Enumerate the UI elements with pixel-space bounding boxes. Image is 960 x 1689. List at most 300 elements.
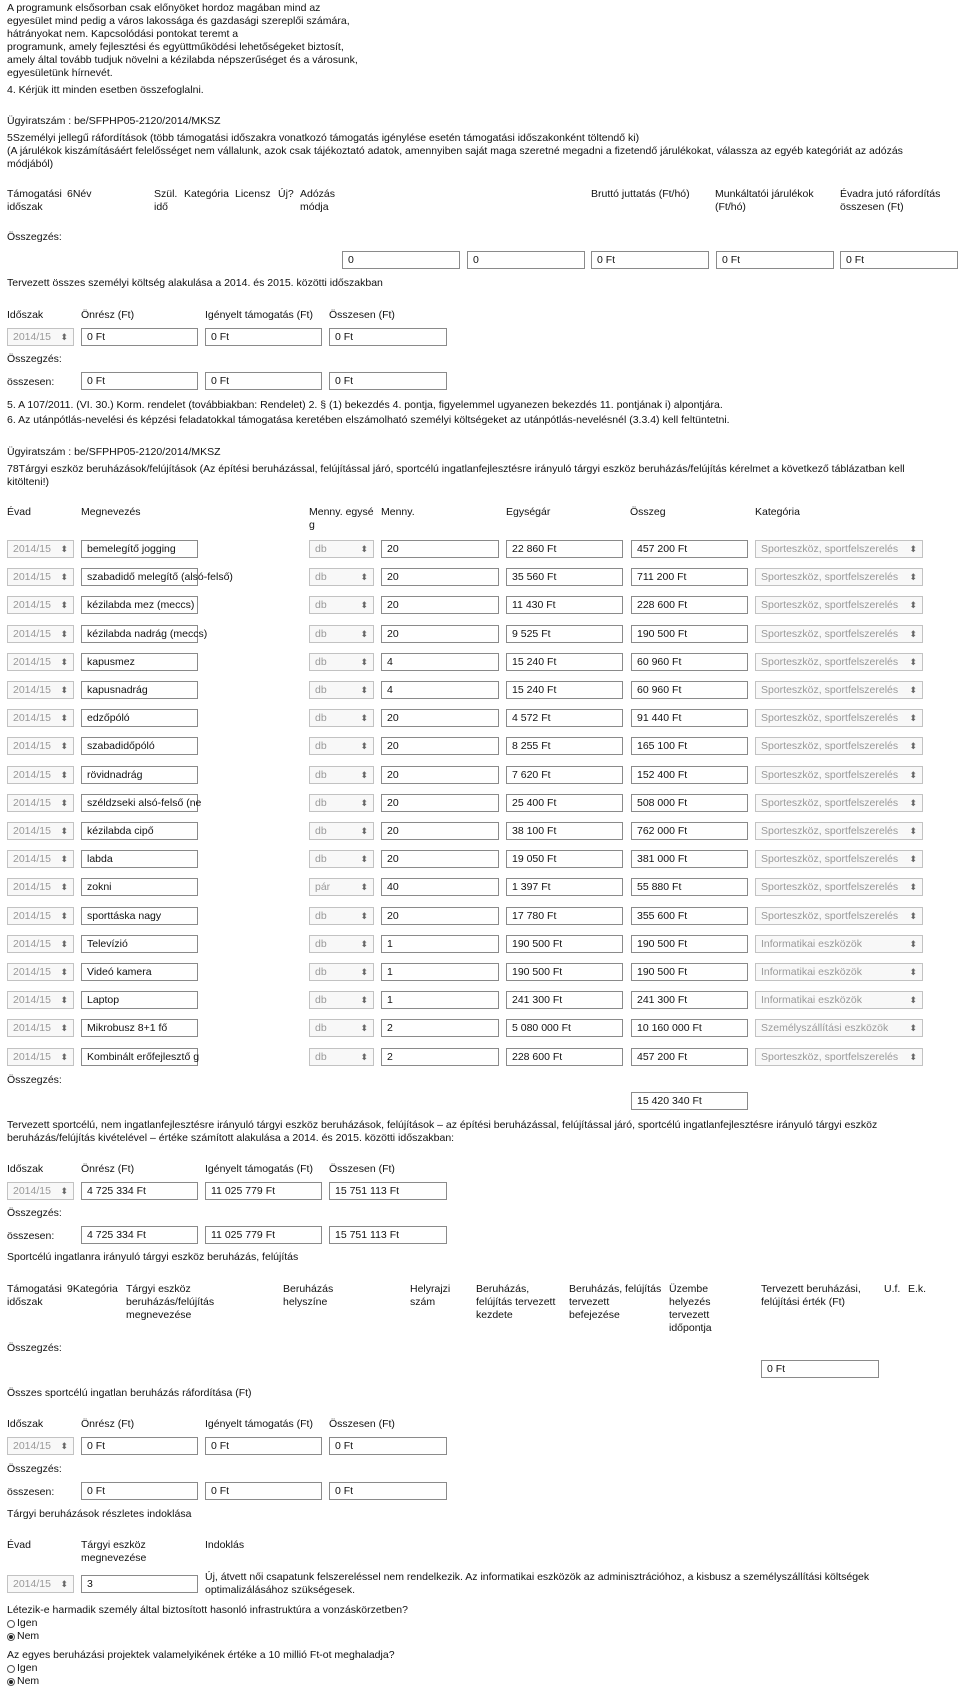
intro-line: hátrányokat nem. Kapcsolódási pontokat teremt a bbox=[7, 28, 239, 40]
radio-label-igen: Igen bbox=[17, 1662, 38, 1674]
evad-select-value: 2014/15 bbox=[13, 599, 51, 611]
evad-select[interactable] bbox=[7, 709, 74, 727]
question-4-label: 4. Kérjük itt minden esetben összefoglalni. bbox=[7, 84, 204, 96]
menny-field[interactable]: 20 bbox=[381, 625, 499, 643]
osszesen-field[interactable]: 0 Ft bbox=[329, 328, 447, 346]
menny-field[interactable]: 2 bbox=[381, 1048, 499, 1066]
osszeg-field[interactable]: 60 960 Ft bbox=[631, 681, 748, 699]
stepper-icon: ⬍ bbox=[360, 882, 368, 892]
stepper-icon: ⬍ bbox=[909, 911, 917, 921]
col-header-uzembe: helyezés bbox=[669, 1296, 711, 1308]
menny-egyseg-select-value: db bbox=[315, 684, 327, 696]
stepper-icon: ⬍ bbox=[360, 1052, 368, 1062]
col-header-munkaltatoi: Munkáltatói járulékok bbox=[715, 188, 814, 200]
megnevezes-field[interactable]: labda bbox=[81, 850, 198, 868]
evad-select[interactable] bbox=[7, 935, 74, 953]
osszeg-field[interactable]: 508 000 Ft bbox=[631, 794, 748, 812]
stepper-icon: ⬍ bbox=[60, 939, 68, 949]
evad-select-value: 2014/15 bbox=[13, 881, 51, 893]
kategoria-select[interactable] bbox=[755, 540, 923, 558]
kategoria-select[interactable] bbox=[755, 709, 923, 727]
col-header-kategoria: Kategória bbox=[184, 188, 229, 200]
stepper-icon: ⬍ bbox=[360, 967, 368, 977]
kategoria-select[interactable] bbox=[755, 1019, 923, 1037]
menny-egyseg-select[interactable] bbox=[309, 963, 374, 981]
stepper-icon: ⬍ bbox=[909, 939, 917, 949]
stepper-icon: ⬍ bbox=[60, 1441, 68, 1451]
col-header-onresz: Önrész (Ft) bbox=[81, 1163, 135, 1175]
egysegar-field[interactable]: 241 300 Ft bbox=[506, 991, 623, 1009]
menny-egyseg-select-value: db bbox=[315, 740, 327, 752]
stepper-icon: ⬍ bbox=[360, 826, 368, 836]
stepper-icon: ⬍ bbox=[360, 798, 368, 808]
col-header-osszesen: Összesen (Ft) bbox=[329, 1163, 395, 1175]
stepper-icon: ⬍ bbox=[360, 995, 368, 1005]
osszesen-field[interactable]: 15 751 113 Ft bbox=[329, 1182, 447, 1200]
col-header-onresz: Önrész (Ft) bbox=[81, 309, 135, 321]
egysegar-field[interactable]: 15 240 Ft bbox=[506, 681, 623, 699]
kategoria-select[interactable] bbox=[755, 963, 923, 981]
kategoria-select[interactable] bbox=[755, 737, 923, 755]
egysegar-field[interactable]: 190 500 Ft bbox=[506, 935, 623, 953]
megnevezes-field[interactable]: rövidnadrág bbox=[81, 766, 198, 784]
menny-egyseg-select[interactable] bbox=[309, 822, 374, 840]
megnevezes-field[interactable]: edzőpóló bbox=[81, 709, 198, 727]
kategoria-select[interactable] bbox=[755, 794, 923, 812]
megnevezes-field[interactable]: széldzseki alsó-felső (ne bbox=[81, 794, 198, 812]
stepper-icon: ⬍ bbox=[360, 600, 368, 610]
sum-field[interactable]: 0 bbox=[467, 251, 585, 269]
evad-select-value: 2014/15 bbox=[13, 1051, 51, 1063]
col-header-helyrajzi: szám bbox=[410, 1296, 436, 1308]
col-header-igenyelt: Igényelt támogatás (Ft) bbox=[205, 1418, 313, 1430]
evad-select[interactable] bbox=[7, 794, 74, 812]
menny-field[interactable]: 20 bbox=[381, 568, 499, 586]
stepper-icon: ⬍ bbox=[60, 713, 68, 723]
col-header-munkaltatoi: (Ft/hó) bbox=[715, 201, 746, 213]
real-estate-sum-field[interactable]: 0 Ft bbox=[761, 1360, 879, 1378]
egysegar-field[interactable]: 19 050 Ft bbox=[506, 850, 623, 868]
osszeg-field[interactable]: 228 600 Ft bbox=[631, 596, 748, 614]
planned-assets-label: beruházás/felújítás kivételével – értéke számított alakulása a 2014. és 2015. közötti időszakban: bbox=[7, 1132, 455, 1144]
osszeg-field[interactable]: 91 440 Ft bbox=[631, 709, 748, 727]
evad-select-value: 2014/15 bbox=[13, 994, 51, 1006]
egysegar-field[interactable]: 35 560 Ft bbox=[506, 568, 623, 586]
menny-egyseg-select[interactable] bbox=[309, 681, 374, 699]
stepper-icon: ⬍ bbox=[909, 1052, 917, 1062]
megnevezes-field[interactable]: Videó kamera bbox=[81, 963, 198, 981]
col-header-uj: Új? bbox=[278, 188, 294, 200]
egysegar-field[interactable]: 5 080 000 Ft bbox=[506, 1019, 623, 1037]
menny-egyseg-select[interactable] bbox=[309, 766, 374, 784]
osszeg-field[interactable]: 55 880 Ft bbox=[631, 878, 748, 896]
col-header-targyi: beruházás/felújítás bbox=[126, 1296, 215, 1308]
stepper-icon: ⬍ bbox=[360, 685, 368, 695]
menny-egyseg-select[interactable] bbox=[309, 737, 374, 755]
evad-select-value: 2014/15 bbox=[13, 769, 51, 781]
col-header-egysegar: Egységár bbox=[506, 506, 551, 518]
radio-label-nem: Nem bbox=[17, 1630, 40, 1642]
kategoria-select-value: Sporteszköz, sportfelszerelés bbox=[761, 853, 899, 865]
igenyelt-field[interactable]: 0 Ft bbox=[205, 328, 322, 346]
kategoria-select-value: Sporteszköz, sportfelszerelés bbox=[761, 684, 899, 696]
kategoria-select[interactable] bbox=[755, 653, 923, 671]
kategoria-select-value: Sporteszköz, sportfelszerelés bbox=[761, 910, 899, 922]
col-header-idoszak: Időszak bbox=[7, 1418, 44, 1430]
osszeg-field[interactable]: 190 500 Ft bbox=[631, 935, 748, 953]
intro-line: A programunk elsősorban csak előnyöket hordoz magában mind az bbox=[7, 2, 321, 14]
menny-field[interactable]: 20 bbox=[381, 709, 499, 727]
radio-nem[interactable] bbox=[7, 1633, 15, 1641]
megnevezes-field[interactable]: Televízió bbox=[81, 935, 198, 953]
stepper-icon: ⬍ bbox=[360, 713, 368, 723]
stepper-icon: ⬍ bbox=[909, 1023, 917, 1033]
kategoria-select[interactable] bbox=[755, 625, 923, 643]
stepper-icon: ⬍ bbox=[909, 995, 917, 1005]
osszegzes-label: Összegzés: bbox=[7, 1207, 62, 1219]
megnevezes-field[interactable]: kézilabda cipő bbox=[81, 822, 198, 840]
radio-label-igen: Igen bbox=[17, 1617, 38, 1629]
evad-select[interactable] bbox=[7, 681, 74, 699]
col-header-kezdete: Beruházás, bbox=[476, 1283, 530, 1295]
period-select[interactable] bbox=[7, 1437, 74, 1455]
evad-select[interactable] bbox=[7, 737, 74, 755]
question-third-party-infrastructure: Létezik-e harmadik személy által biztosított hasonló infrastruktúra a vonzáskörzetben? bbox=[7, 1604, 408, 1616]
col-header-targyi: Tárgyi eszköz bbox=[126, 1283, 191, 1295]
menny-egyseg-select[interactable] bbox=[309, 935, 374, 953]
evad-select[interactable] bbox=[7, 850, 74, 868]
period-select[interactable] bbox=[7, 328, 74, 346]
menny-field[interactable]: 20 bbox=[381, 907, 499, 925]
kategoria-select[interactable] bbox=[755, 568, 923, 586]
egysegar-field[interactable]: 11 430 Ft bbox=[506, 596, 623, 614]
evad-select[interactable] bbox=[7, 625, 74, 643]
egysegar-field[interactable]: 190 500 Ft bbox=[506, 963, 623, 981]
radio-nem[interactable] bbox=[7, 1678, 15, 1686]
stepper-icon: ⬍ bbox=[360, 854, 368, 864]
menny-egyseg-select[interactable] bbox=[309, 850, 374, 868]
col-header-evad: Évad bbox=[7, 1539, 31, 1551]
period-select[interactable] bbox=[7, 1182, 74, 1200]
osszegzes-label: Összegzés: bbox=[7, 1342, 62, 1354]
evad-select-value: 2014/15 bbox=[13, 656, 51, 668]
menny-egyseg-select[interactable] bbox=[309, 568, 374, 586]
megnevezes-field[interactable]: kapusnadrág bbox=[81, 681, 198, 699]
total-onresz-field[interactable]: 0 Ft bbox=[81, 372, 198, 390]
menny-field[interactable]: 1 bbox=[381, 935, 499, 953]
total-onresz-field[interactable]: 4 725 334 Ft bbox=[81, 1226, 198, 1244]
menny-egyseg-select-value: db bbox=[315, 994, 327, 1006]
evad-select-value: 2014/15 bbox=[13, 712, 51, 724]
osszesen-field[interactable]: 0 Ft bbox=[329, 1437, 447, 1455]
osszesen-label: összesen: bbox=[7, 1230, 55, 1242]
menny-field[interactable]: 40 bbox=[381, 878, 499, 896]
osszeg-field[interactable]: 457 200 Ft bbox=[631, 540, 748, 558]
egysegar-field[interactable]: 9 525 Ft bbox=[506, 625, 623, 643]
menny-egyseg-select[interactable] bbox=[309, 991, 374, 1009]
evad-select[interactable] bbox=[7, 1048, 74, 1066]
megnevezes-field[interactable]: kézilabda mez (meccs) bbox=[81, 596, 198, 614]
col-header-idoszak: Időszak bbox=[7, 1163, 44, 1175]
radio-igen[interactable] bbox=[7, 1620, 15, 1628]
col-header-idoszak: időszak bbox=[7, 1296, 43, 1308]
asset-name-field[interactable]: 3 bbox=[81, 1575, 198, 1593]
menny-field[interactable]: 20 bbox=[381, 596, 499, 614]
stepper-icon: ⬍ bbox=[909, 854, 917, 864]
egysegar-field[interactable]: 15 240 Ft bbox=[506, 653, 623, 671]
menny-egyseg-select[interactable] bbox=[309, 625, 374, 643]
stepper-icon: ⬍ bbox=[60, 1023, 68, 1033]
col-header-onresz: Önrész (Ft) bbox=[81, 1418, 135, 1430]
stepper-icon: ⬍ bbox=[360, 741, 368, 751]
col-header-kategoria: 9Kategória bbox=[67, 1283, 118, 1295]
evad-select[interactable] bbox=[7, 540, 74, 558]
col-header-uzembe: időpontja bbox=[669, 1322, 712, 1334]
egysegar-field[interactable]: 22 860 Ft bbox=[506, 540, 623, 558]
osszeg-field[interactable]: 762 000 Ft bbox=[631, 822, 748, 840]
igenyelt-field[interactable]: 11 025 779 Ft bbox=[205, 1182, 322, 1200]
menny-egyseg-select[interactable] bbox=[309, 878, 374, 896]
evad-select[interactable] bbox=[7, 568, 74, 586]
menny-egyseg-select-value: db bbox=[315, 938, 327, 950]
megnevezes-field[interactable]: szabadidőpóló bbox=[81, 737, 198, 755]
period-select[interactable] bbox=[7, 1575, 74, 1593]
col-header-targyi: megnevezése bbox=[126, 1309, 192, 1321]
justification-text[interactable]: optimalizálásához szükségesek. bbox=[205, 1584, 355, 1596]
megnevezes-field[interactable]: zokni bbox=[81, 878, 198, 896]
kategoria-select[interactable] bbox=[755, 681, 923, 699]
megnevezes-field[interactable]: sporttáska nagy bbox=[81, 907, 198, 925]
ugyiratszam: Ügyiratszám : be/SFPHP05-2120/2014/MKSZ bbox=[7, 115, 221, 127]
radio-igen[interactable] bbox=[7, 1665, 15, 1673]
igenyelt-field[interactable]: 0 Ft bbox=[205, 1437, 322, 1455]
stepper-icon: ⬍ bbox=[60, 629, 68, 639]
col-header-befejezese: tervezett bbox=[569, 1296, 610, 1308]
stepper-icon: ⬍ bbox=[909, 572, 917, 582]
sum-field[interactable]: 0 Ft bbox=[716, 251, 834, 269]
egysegar-field[interactable]: 38 100 Ft bbox=[506, 822, 623, 840]
evad-select-value: 2014/15 bbox=[13, 938, 51, 950]
total-igenyelt-field[interactable]: 0 Ft bbox=[205, 372, 322, 390]
total-osszesen-field[interactable]: 0 Ft bbox=[329, 1482, 447, 1500]
period-value: 2014/15 bbox=[13, 331, 51, 343]
osszeg-field[interactable]: 241 300 Ft bbox=[631, 991, 748, 1009]
col-header-kategoria: Kategória bbox=[755, 506, 800, 518]
menny-egyseg-select[interactable] bbox=[309, 596, 374, 614]
menny-field[interactable]: 1 bbox=[381, 991, 499, 1009]
col-header-idoszak: Támogatási bbox=[7, 1283, 62, 1295]
menny-field[interactable]: 2 bbox=[381, 1019, 499, 1037]
stepper-icon: ⬍ bbox=[360, 657, 368, 667]
osszeg-field[interactable]: 355 600 Ft bbox=[631, 907, 748, 925]
kategoria-select[interactable] bbox=[755, 907, 923, 925]
evad-select[interactable] bbox=[7, 822, 74, 840]
col-header-targyi: megnevezése bbox=[81, 1552, 147, 1564]
justification-text[interactable]: Új, átvett női csapatunk felszereléssel nem rendelkezik. Az informatikai eszközök az adminisztrációhoz, a kisbusz a személyszállítási költségek bbox=[205, 1571, 870, 1583]
megnevezes-field[interactable]: Mikrobusz 8+1 fő bbox=[81, 1019, 198, 1037]
menny-egyseg-select[interactable] bbox=[309, 794, 374, 812]
col-header-uzembe: tervezett bbox=[669, 1309, 710, 1321]
megnevezes-field[interactable]: kézilabda nadrág (meccs) bbox=[81, 625, 198, 643]
stepper-icon: ⬍ bbox=[360, 939, 368, 949]
total-igenyelt-field[interactable]: 11 025 779 Ft bbox=[205, 1226, 322, 1244]
sum-field[interactable]: 0 bbox=[342, 251, 460, 269]
kategoria-select-value: Informatikai eszközök bbox=[761, 966, 862, 978]
evad-select[interactable] bbox=[7, 963, 74, 981]
osszeg-field[interactable]: 190 500 Ft bbox=[631, 963, 748, 981]
menny-egyseg-select[interactable] bbox=[309, 653, 374, 671]
onresz-field[interactable]: 0 Ft bbox=[81, 1437, 198, 1455]
stepper-icon: ⬍ bbox=[909, 798, 917, 808]
stepper-icon: ⬍ bbox=[60, 572, 68, 582]
stepper-icon: ⬍ bbox=[60, 685, 68, 695]
intro-line: egyesület mind pedig a város lakossága és gazdasági szereplői számára, bbox=[7, 15, 350, 27]
evad-select-value: 2014/15 bbox=[13, 571, 51, 583]
menny-egyseg-select[interactable] bbox=[309, 907, 374, 925]
kategoria-select[interactable] bbox=[755, 822, 923, 840]
onresz-field[interactable]: 4 725 334 Ft bbox=[81, 1182, 198, 1200]
egysegar-field[interactable]: 7 620 Ft bbox=[506, 766, 623, 784]
evad-select[interactable] bbox=[7, 1019, 74, 1037]
sum-field[interactable]: 0 Ft bbox=[840, 251, 958, 269]
kategoria-select[interactable] bbox=[755, 766, 923, 784]
osszeg-field[interactable]: 165 100 Ft bbox=[631, 737, 748, 755]
col-header-menny-egyseg: g bbox=[309, 519, 315, 531]
egysegar-field[interactable]: 228 600 Ft bbox=[506, 1048, 623, 1066]
menny-field[interactable]: 4 bbox=[381, 653, 499, 671]
kategoria-select[interactable] bbox=[755, 878, 923, 896]
evad-select-value: 2014/15 bbox=[13, 966, 51, 978]
menny-field[interactable]: 20 bbox=[381, 822, 499, 840]
menny-field[interactable]: 20 bbox=[381, 766, 499, 784]
total-onresz-field[interactable]: 0 Ft bbox=[81, 1482, 198, 1500]
osszeg-field[interactable]: 190 500 Ft bbox=[631, 625, 748, 643]
osszesen-label: összesen: bbox=[7, 1486, 55, 1498]
col-header-szul: idő bbox=[154, 201, 169, 213]
stepper-icon: ⬍ bbox=[60, 544, 68, 554]
total-osszesen-field[interactable]: 0 Ft bbox=[329, 372, 447, 390]
menny-egyseg-select-value: db bbox=[315, 571, 327, 583]
stepper-icon: ⬍ bbox=[60, 741, 68, 751]
osszegzes-label: Összegzés: bbox=[7, 231, 62, 243]
evad-select[interactable] bbox=[7, 878, 74, 896]
total-osszesen-field[interactable]: 15 751 113 Ft bbox=[329, 1226, 447, 1244]
menny-field[interactable]: 20 bbox=[381, 850, 499, 868]
planned-personnel-label: Tervezett összes személyi költség alakulása a 2014. és 2015. közötti időszakban bbox=[7, 277, 383, 289]
menny-field[interactable]: 20 bbox=[381, 737, 499, 755]
evad-select[interactable] bbox=[7, 596, 74, 614]
stepper-icon: ⬍ bbox=[60, 882, 68, 892]
megnevezes-field[interactable]: kapusmez bbox=[81, 653, 198, 671]
menny-egyseg-select-value: db bbox=[315, 656, 327, 668]
osszeg-field[interactable]: 152 400 Ft bbox=[631, 766, 748, 784]
total-igenyelt-field[interactable]: 0 Ft bbox=[205, 1482, 322, 1500]
kategoria-select[interactable] bbox=[755, 596, 923, 614]
menny-egyseg-select-value: db bbox=[315, 825, 327, 837]
kategoria-select[interactable] bbox=[755, 850, 923, 868]
kategoria-select-value: Sporteszköz, sportfelszerelés bbox=[761, 712, 899, 724]
evad-select[interactable] bbox=[7, 653, 74, 671]
egysegar-field[interactable]: 25 400 Ft bbox=[506, 794, 623, 812]
stepper-icon: ⬍ bbox=[60, 770, 68, 780]
kategoria-select[interactable] bbox=[755, 1048, 923, 1066]
section-9-title: Sportcélú ingatlanra irányuló tárgyi eszköz beruházás, felújítás bbox=[7, 1251, 299, 1263]
col-header-nev: 6Név bbox=[67, 188, 92, 200]
osszegzes-label: Összegzés: bbox=[7, 353, 62, 365]
megnevezes-field[interactable]: bemelegítő jogging bbox=[81, 540, 198, 558]
stepper-icon: ⬍ bbox=[60, 332, 68, 342]
evad-select-value: 2014/15 bbox=[13, 628, 51, 640]
stepper-icon: ⬍ bbox=[360, 1023, 368, 1033]
stepper-icon: ⬍ bbox=[60, 826, 68, 836]
evad-select[interactable] bbox=[7, 766, 74, 784]
col-header-idoszak: Időszak bbox=[7, 309, 44, 321]
osszegzes-label: Összegzés: bbox=[7, 1074, 62, 1086]
kategoria-select-value: Sporteszköz, sportfelszerelés bbox=[761, 656, 899, 668]
egysegar-field[interactable]: 4 572 Ft bbox=[506, 709, 623, 727]
evad-select[interactable] bbox=[7, 907, 74, 925]
stepper-icon: ⬍ bbox=[60, 600, 68, 610]
menny-field[interactable]: 20 bbox=[381, 540, 499, 558]
menny-field[interactable]: 4 bbox=[381, 681, 499, 699]
justification-title: Tárgyi beruházások részletes indoklása bbox=[7, 1508, 192, 1520]
kategoria-select-value: Sporteszköz, sportfelszerelés bbox=[761, 881, 899, 893]
menny-egyseg-select-value: db bbox=[315, 599, 327, 611]
egysegar-field[interactable]: 8 255 Ft bbox=[506, 737, 623, 755]
menny-egyseg-select[interactable] bbox=[309, 1019, 374, 1037]
kategoria-select[interactable] bbox=[755, 991, 923, 1009]
osszeg-field[interactable]: 10 160 000 Ft bbox=[631, 1019, 748, 1037]
osszeg-field[interactable]: 457 200 Ft bbox=[631, 1048, 748, 1066]
kategoria-select-value: Személyszállítási eszközök bbox=[761, 1022, 889, 1034]
osszeg-field[interactable]: 60 960 Ft bbox=[631, 653, 748, 671]
kategoria-select-value: Sporteszköz, sportfelszerelés bbox=[761, 740, 899, 752]
col-header-megnevezes: Megnevezés bbox=[81, 506, 141, 518]
kategoria-select-value: Sporteszköz, sportfelszerelés bbox=[761, 628, 899, 640]
menny-egyseg-select[interactable] bbox=[309, 1048, 374, 1066]
kategoria-select[interactable] bbox=[755, 935, 923, 953]
menny-egyseg-select-value: db bbox=[315, 628, 327, 640]
menny-field[interactable]: 20 bbox=[381, 794, 499, 812]
stepper-icon: ⬍ bbox=[360, 911, 368, 921]
sum-field[interactable]: 0 Ft bbox=[591, 251, 709, 269]
col-header-evad: Évad bbox=[7, 506, 31, 518]
footnote-5: 5. A 107/2011. (VI. 30.) Korm. rendelet (továbbiakban: Rendelet) 2. § (1) bekezdés 4. pontja, figyelemmel ugyanezen bekezdés 11. pontjának i) alpontjára. bbox=[7, 399, 723, 411]
megnevezes-field[interactable]: Kombinált erőfejlesztő g bbox=[81, 1048, 198, 1066]
megnevezes-field[interactable]: Laptop bbox=[81, 991, 198, 1009]
osszeg-field[interactable]: 381 000 Ft bbox=[631, 850, 748, 868]
onresz-field[interactable]: 0 Ft bbox=[81, 328, 198, 346]
menny-egyseg-select[interactable] bbox=[309, 709, 374, 727]
stepper-icon: ⬍ bbox=[60, 1186, 68, 1196]
menny-field[interactable]: 1 bbox=[381, 963, 499, 981]
megnevezes-field[interactable]: szabadidő melegítő (alsó-felső) bbox=[81, 568, 198, 586]
col-header-adozas: módja bbox=[300, 201, 329, 213]
evad-select[interactable] bbox=[7, 991, 74, 1009]
osszegzes-label: Összegzés: bbox=[7, 1463, 62, 1475]
col-header-befejezese: Beruházás, felújítás bbox=[569, 1283, 662, 1295]
asset-sum-field[interactable]: 15 420 340 Ft bbox=[631, 1092, 748, 1110]
stepper-icon: ⬍ bbox=[909, 629, 917, 639]
section-5-note: (A járulékok kiszámításáért felelősséget nem vállalunk, azok csak tájékoztató adatok, amennyiben saját maga szeretné megadni a fizetendő járulékokat, válassza az egyéb kategóriát az adózás bbox=[7, 145, 903, 157]
osszeg-field[interactable]: 711 200 Ft bbox=[631, 568, 748, 586]
footnote-6: 6. Az utánpótlás-nevelési és képzési feladatokkal támogatása keretében elszámolható személyi költségeket az utánpótlás-nevelésnél (3.3.4) kell feltüntetni. bbox=[7, 414, 730, 426]
egysegar-field[interactable]: 1 397 Ft bbox=[506, 878, 623, 896]
egysegar-field[interactable]: 17 780 Ft bbox=[506, 907, 623, 925]
col-header-brutto: Bruttó juttatás (Ft/hó) bbox=[591, 188, 690, 200]
menny-egyseg-select[interactable] bbox=[309, 540, 374, 558]
stepper-icon: ⬍ bbox=[60, 967, 68, 977]
